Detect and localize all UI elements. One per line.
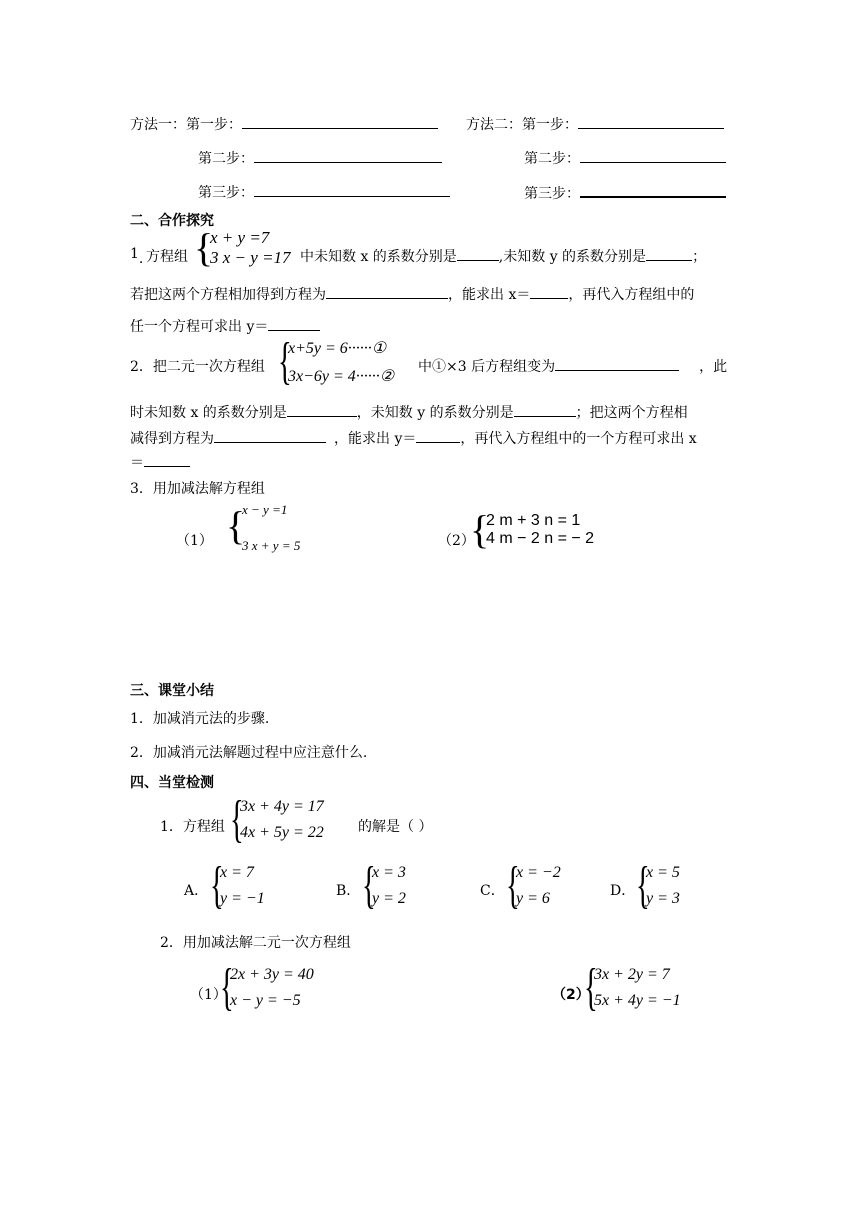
equation: x = 7	[220, 864, 254, 881]
equation: y = 2	[372, 890, 406, 907]
method1-row	[130, 114, 438, 134]
brace: {	[362, 857, 376, 914]
method2-step2	[524, 148, 726, 168]
equation: 3x + 4y = 17	[240, 798, 324, 815]
option-d-label[interactable]: D．	[610, 883, 636, 899]
section3-heading: 三、课堂小结	[130, 683, 214, 699]
blank[interactable]	[214, 428, 326, 443]
equation: 3x−6y = 4······②	[288, 368, 395, 385]
method1-label: 方法一：第一步：	[130, 117, 242, 133]
blank[interactable]	[416, 428, 460, 443]
option-b-label[interactable]: B．	[336, 883, 361, 899]
brace: {	[506, 857, 520, 914]
brace: {	[470, 507, 490, 552]
blank[interactable]	[530, 284, 568, 299]
equation: 2x + 3y = 40	[230, 966, 314, 983]
s2-q1-line2: 若把这两个方程相加得到方程为 ，能求出 x＝ ，再代入方程组中的	[130, 284, 694, 304]
method2-step3	[524, 182, 726, 203]
section4-heading: 四、当堂检测	[130, 775, 214, 791]
brace: {	[636, 857, 650, 914]
blank[interactable]	[514, 402, 576, 417]
method1-step3-blank[interactable]	[254, 182, 450, 197]
blank[interactable]	[555, 356, 679, 371]
brace: {	[230, 791, 244, 848]
equation: x = −2	[516, 864, 561, 881]
s2-q1-number: 1.	[130, 246, 144, 267]
section2-heading: 二、合作探究	[130, 213, 214, 229]
blank[interactable]	[287, 402, 357, 417]
brace: {	[194, 225, 214, 270]
s4-q2-part2-label: （2）	[552, 987, 590, 1003]
method2-step1-blank[interactable]	[578, 114, 724, 129]
step2-label: 第二步：	[198, 151, 254, 167]
equation: x = 5	[646, 864, 680, 881]
s2-q1-label: 方程组	[146, 249, 188, 265]
equation: x − y =1	[242, 502, 288, 517]
option-c-label[interactable]: C．	[480, 883, 505, 899]
s2-q3-part2-label: （2）	[438, 533, 475, 549]
equation: y = 6	[516, 890, 550, 907]
brace: {	[226, 503, 246, 548]
s3-item1: 1．加减消元法的步骤.	[130, 711, 270, 727]
equation: x+5y = 6······①	[288, 340, 387, 357]
method1-step2-blank[interactable]	[254, 148, 442, 163]
equation: 3x + 2y = 7	[594, 966, 670, 983]
s2-q2-line1: 中①×3 后方程组变为 ，此	[418, 356, 727, 376]
method2-step3-blank[interactable]	[580, 182, 726, 198]
equation: x + y =7	[210, 228, 270, 247]
blank[interactable]	[457, 246, 499, 261]
method1-step1-blank[interactable]	[242, 114, 438, 129]
s2-q1-line3: 任一个方程可求出 y＝	[130, 316, 320, 336]
s2-q2-line4: ＝	[130, 452, 190, 472]
method2-step2-blank[interactable]	[580, 148, 726, 163]
brace: {	[210, 857, 224, 914]
s4-q1-suffix: 的解是（ ）	[358, 819, 433, 835]
blank[interactable]	[268, 316, 320, 331]
s3-item2: 2．加减消元法解题过程中应注意什么.	[130, 745, 368, 761]
equation: 4 m − 2 n = − 2	[486, 530, 595, 547]
brace: {	[584, 959, 598, 1016]
equation: 2 m + 3 n = 1	[486, 512, 581, 529]
equation: 5x + 4y = −1	[594, 992, 681, 1009]
method1-step2	[198, 148, 442, 168]
s2-q1-line1: 中未知数 x 的系数分别是 ,未知数 y 的系数分别是 ；	[300, 246, 706, 266]
brace: {	[220, 959, 234, 1016]
blank[interactable]	[326, 284, 448, 299]
step2-label: 第二步：	[524, 151, 580, 167]
s2-q2-line3: 减得到方程为 ，能求出 y＝ ，再代入方程组中的一个方程可求出 x	[130, 428, 697, 448]
s2-q2-label: 2．把二元一次方程组	[130, 359, 265, 375]
s2-q2-line2: 时未知数 x 的系数分别是 ，未知数 y 的系数分别是 ；把这两个方程相	[130, 402, 688, 422]
equation: y = 3	[646, 890, 680, 907]
equation: 3 x − y =17	[210, 248, 291, 267]
s4-q1-label: 1．方程组	[160, 819, 225, 835]
equation: x = 3	[372, 864, 406, 881]
equation: y = −1	[220, 890, 265, 907]
s4-q2: 2．用加减法解二元一次方程组	[160, 935, 351, 951]
s2-q3-part1-label: （1）	[176, 533, 213, 549]
s4-q2-part1-label: （1）	[190, 987, 227, 1003]
option-a-label[interactable]: A．	[184, 883, 209, 899]
step3-label: 第三步：	[524, 186, 580, 202]
step3-label: 第三步：	[198, 185, 254, 201]
s2-q3: 3．用加减法解方程组	[130, 481, 265, 497]
blank[interactable]	[144, 452, 190, 467]
method1-step3	[198, 182, 450, 202]
method2-label: 方法二：第一步：	[466, 117, 578, 133]
brace: {	[278, 333, 292, 390]
equation: x − y = −5	[230, 992, 301, 1009]
equation: 3 x + y = 5	[242, 538, 301, 553]
equation: 4x + 5y = 22	[240, 824, 324, 841]
blank[interactable]	[646, 246, 692, 261]
method2-row	[466, 114, 724, 134]
